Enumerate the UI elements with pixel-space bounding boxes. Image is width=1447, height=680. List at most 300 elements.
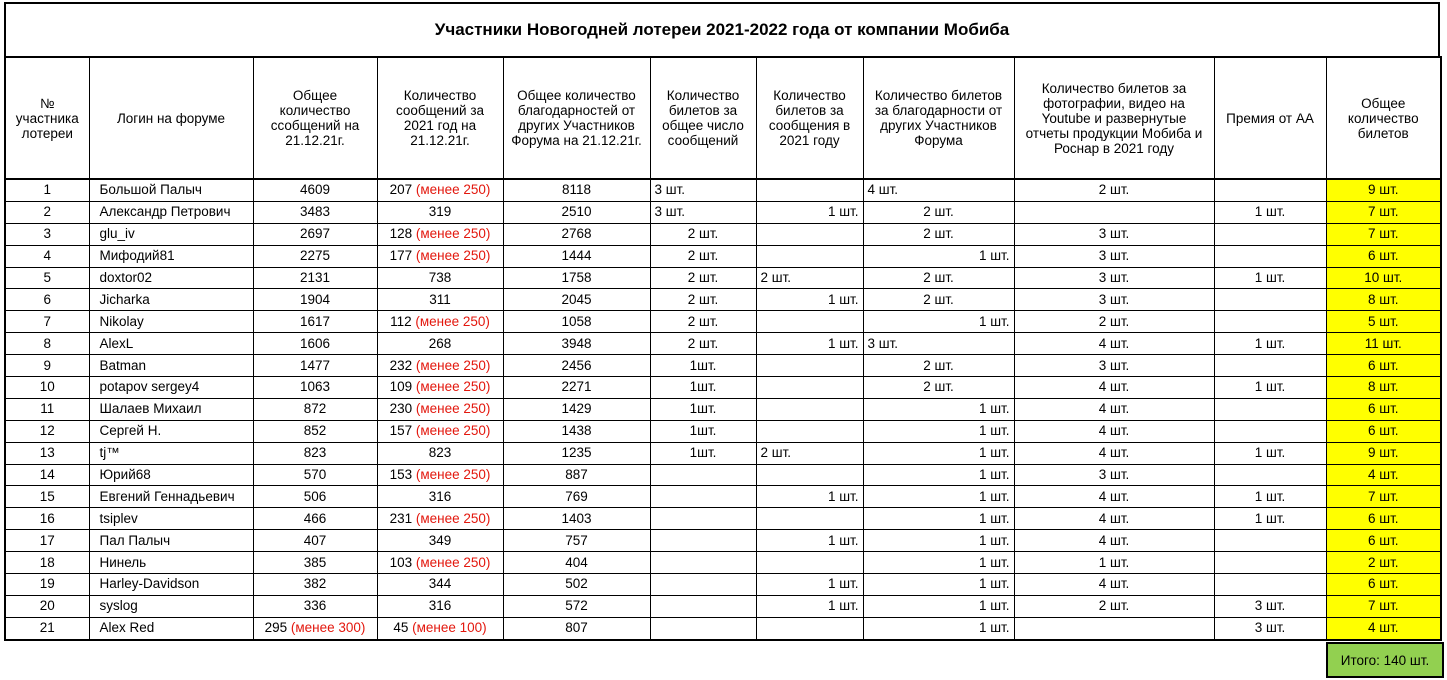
cell-total-tickets: 6 шт.	[1326, 530, 1441, 552]
cell-tickets-messages	[650, 508, 756, 530]
cell-tickets-thanks: 1 шт.	[863, 552, 1014, 574]
cell-tickets-media: 2 шт.	[1014, 311, 1214, 333]
cell-login: Евгений Геннадьевич	[89, 486, 253, 508]
cell-tickets-2021	[756, 377, 863, 399]
cell-thanks: 3948	[503, 333, 650, 355]
header-aa-bonus: Премия от АА	[1214, 57, 1326, 179]
cell-num: 1	[5, 179, 89, 201]
cell-login: Александр Петрович	[89, 201, 253, 223]
cell-num: 2	[5, 201, 89, 223]
cell-num: 9	[5, 355, 89, 377]
cell-thanks: 2456	[503, 355, 650, 377]
cell-aa-bonus	[1214, 464, 1326, 486]
cell-tickets-media: 4 шт.	[1014, 508, 1214, 530]
cell-login: syslog	[89, 595, 253, 617]
cell-total-messages	[253, 267, 377, 289]
value: 268	[428, 335, 452, 351]
cell-tickets-messages: 1шт.	[650, 420, 756, 442]
value: 738	[428, 270, 452, 285]
value: 157	[389, 423, 413, 439]
cell-thanks: 572	[503, 595, 650, 617]
cell-messages-2021	[377, 333, 503, 355]
cell-tickets-2021: 2 шт.	[756, 267, 863, 289]
cell-tickets-thanks: 1 шт.	[863, 311, 1014, 333]
value: 506	[303, 488, 327, 504]
cell-messages-2021	[377, 464, 503, 486]
value: 295	[264, 620, 288, 636]
cell-tickets-messages	[650, 530, 756, 552]
value: 2275	[299, 248, 331, 264]
cell-total-messages	[253, 355, 377, 377]
cell-tickets-media: 3 шт.	[1014, 289, 1214, 311]
cell-tickets-2021: 1 шт.	[756, 201, 863, 223]
cell-num: 11	[5, 398, 89, 420]
cell-total-messages	[253, 552, 377, 574]
cell-tickets-2021: 1 шт.	[756, 530, 863, 552]
cell-num: 3	[5, 223, 89, 245]
cell-total-messages	[253, 223, 377, 245]
value: 2131	[299, 270, 331, 285]
cell-tickets-messages: 2 шт.	[650, 333, 756, 355]
cell-messages-2021	[377, 420, 503, 442]
value: 1904	[299, 291, 331, 307]
cell-total-tickets: 10 шт.	[1326, 267, 1441, 289]
cell-total-tickets: 2 шт.	[1326, 552, 1441, 574]
value: 336	[303, 598, 327, 614]
cell-tickets-media	[1014, 617, 1214, 639]
value: 1606	[299, 335, 331, 351]
cell-tickets-messages: 2 шт.	[650, 245, 756, 267]
cell-tickets-2021	[756, 508, 863, 530]
header-tickets-2021: Количество билетов за сообщения в 2021 году	[756, 57, 863, 179]
table-row	[5, 289, 1441, 311]
table-row	[5, 552, 1441, 574]
cell-login: Сергей Н.	[89, 420, 253, 442]
table-row	[5, 442, 1441, 464]
cell-num: 13	[5, 442, 89, 464]
cell-messages-2021	[377, 530, 503, 552]
cell-tickets-media: 4 шт.	[1014, 442, 1214, 464]
cell-tickets-media: 1 шт.	[1014, 552, 1214, 574]
note-red: (менее 250)	[415, 226, 491, 242]
cell-aa-bonus	[1214, 552, 1326, 574]
note-red: (менее 250)	[415, 510, 491, 526]
value: 231	[389, 510, 413, 526]
cell-tickets-messages: 3 шт.	[650, 201, 756, 223]
value: 109	[389, 379, 413, 395]
total-summary: Итого: 140 шт.	[1326, 642, 1444, 678]
cell-thanks: 404	[503, 552, 650, 574]
value: 319	[428, 204, 452, 220]
cell-tickets-messages: 1шт.	[650, 442, 756, 464]
cell-num: 20	[5, 595, 89, 617]
cell-tickets-media: 2 шт.	[1014, 179, 1214, 201]
value: 316	[428, 598, 452, 614]
cell-aa-bonus	[1214, 420, 1326, 442]
cell-aa-bonus	[1214, 179, 1326, 201]
note-red: (менее 250)	[415, 313, 490, 329]
cell-tickets-2021: 1 шт.	[756, 289, 863, 311]
table-row	[5, 355, 1441, 377]
cell-login: Batman	[89, 355, 253, 377]
value: 2697	[299, 226, 331, 242]
cell-num: 12	[5, 420, 89, 442]
value: 823	[303, 445, 327, 461]
cell-tickets-2021	[756, 355, 863, 377]
cell-total-messages	[253, 617, 377, 639]
note-red: (менее 250)	[415, 401, 491, 417]
value: 1617	[299, 313, 331, 329]
cell-total-messages	[253, 245, 377, 267]
cell-tickets-media: 4 шт.	[1014, 574, 1214, 596]
cell-tickets-thanks: 1 шт.	[863, 595, 1014, 617]
cell-thanks: 757	[503, 530, 650, 552]
cell-total-tickets: 9 шт.	[1326, 179, 1441, 201]
cell-tickets-2021	[756, 311, 863, 333]
value: 153	[389, 467, 413, 483]
table-row	[5, 508, 1441, 530]
cell-aa-bonus: 3 шт.	[1214, 617, 1326, 639]
cell-aa-bonus: 1 шт.	[1214, 333, 1326, 355]
note-red: (менее 300)	[290, 620, 366, 636]
value: 852	[303, 423, 327, 439]
cell-login: glu_iv	[89, 223, 253, 245]
cell-tickets-messages: 2 шт.	[650, 267, 756, 289]
cell-tickets-thanks: 1 шт.	[863, 617, 1014, 639]
value: 112	[390, 313, 412, 329]
cell-messages-2021	[377, 508, 503, 530]
cell-tickets-thanks: 2 шт.	[863, 201, 1014, 223]
cell-thanks: 1235	[503, 442, 650, 464]
note-red: (менее 250)	[415, 248, 491, 264]
value: 1063	[299, 379, 331, 395]
cell-messages-2021	[377, 245, 503, 267]
cell-aa-bonus: 1 шт.	[1214, 267, 1326, 289]
cell-tickets-messages: 3 шт.	[650, 179, 756, 201]
cell-num: 5	[5, 267, 89, 289]
cell-tickets-media: 4 шт.	[1014, 420, 1214, 442]
cell-tickets-thanks: 2 шт.	[863, 289, 1014, 311]
cell-tickets-thanks: 2 шт.	[863, 377, 1014, 399]
cell-tickets-thanks: 1 шт.	[863, 398, 1014, 420]
cell-tickets-messages: 1шт.	[650, 398, 756, 420]
header-tickets-media: Количество билетов за фотографии, видео на Youtube и развернутые отчеты продукции Мобиба и Роснар в 2021 году	[1014, 57, 1214, 179]
cell-total-messages	[253, 201, 377, 223]
cell-aa-bonus	[1214, 245, 1326, 267]
table-row	[5, 464, 1441, 486]
table-row	[5, 595, 1441, 617]
cell-thanks: 2271	[503, 377, 650, 399]
cell-total-tickets: 7 шт.	[1326, 486, 1441, 508]
cell-thanks: 887	[503, 464, 650, 486]
cell-aa-bonus: 1 шт.	[1214, 377, 1326, 399]
cell-messages-2021	[377, 289, 503, 311]
table-row	[5, 574, 1441, 596]
table-row	[5, 617, 1441, 639]
cell-tickets-media: 4 шт.	[1014, 398, 1214, 420]
cell-total-tickets: 4 шт.	[1326, 617, 1441, 639]
cell-thanks: 8118	[503, 179, 650, 201]
value: 344	[428, 576, 452, 592]
cell-num: 15	[5, 486, 89, 508]
cell-total-messages	[253, 595, 377, 617]
cell-thanks: 1444	[503, 245, 650, 267]
cell-login: AlexL	[89, 333, 253, 355]
header-messages-2021: Количество сообщений за 2021 год на 21.12.21г.	[377, 57, 503, 179]
cell-tickets-thanks: 3 шт.	[863, 333, 1014, 355]
cell-tickets-media: 3 шт.	[1014, 267, 1214, 289]
cell-aa-bonus	[1214, 355, 1326, 377]
cell-messages-2021	[377, 617, 503, 639]
note-red: (менее 250)	[415, 423, 491, 439]
value: 823	[428, 445, 452, 461]
cell-tickets-2021: 2 шт.	[756, 442, 863, 464]
cell-tickets-2021: 1 шт.	[756, 486, 863, 508]
cell-total-messages	[253, 420, 377, 442]
value: 103	[389, 554, 413, 570]
table-row	[5, 223, 1441, 245]
cell-aa-bonus: 1 шт.	[1214, 508, 1326, 530]
cell-tickets-messages	[650, 617, 756, 639]
cell-aa-bonus	[1214, 530, 1326, 552]
cell-tickets-thanks: 1 шт.	[863, 420, 1014, 442]
cell-tickets-2021: 1 шт.	[756, 333, 863, 355]
header-tickets-thanks: Количество билетов за благодарности от других Участников Форума	[863, 57, 1014, 179]
cell-tickets-messages	[650, 595, 756, 617]
cell-num: 18	[5, 552, 89, 574]
value: 385	[303, 554, 327, 570]
table-row	[5, 377, 1441, 399]
cell-thanks: 1438	[503, 420, 650, 442]
cell-num: 8	[5, 333, 89, 355]
cell-messages-2021	[377, 595, 503, 617]
participants-table	[4, 56, 1442, 641]
cell-tickets-messages	[650, 574, 756, 596]
cell-total-tickets: 6 шт.	[1326, 574, 1441, 596]
header-thanks: Общее количество благодарностей от других Участников Форума на 21.12.21г.	[503, 57, 650, 179]
value: 177	[389, 248, 413, 264]
cell-login: tj™	[89, 442, 253, 464]
cell-tickets-2021	[756, 245, 863, 267]
cell-tickets-2021: 1 шт.	[756, 595, 863, 617]
value: 1477	[299, 357, 331, 373]
cell-tickets-thanks: 1 шт.	[863, 442, 1014, 464]
cell-total-messages	[253, 508, 377, 530]
cell-num: 17	[5, 530, 89, 552]
cell-total-messages	[253, 442, 377, 464]
cell-login: Harley-Davidson	[89, 574, 253, 596]
cell-aa-bonus	[1214, 223, 1326, 245]
cell-login: Пал Палыч	[89, 530, 253, 552]
note-red: (менее 250)	[415, 182, 491, 198]
cell-tickets-2021	[756, 398, 863, 420]
cell-thanks: 502	[503, 574, 650, 596]
value: 407	[303, 532, 327, 548]
value: 382	[303, 576, 327, 592]
table-row	[5, 245, 1441, 267]
value: 570	[303, 467, 327, 483]
cell-messages-2021	[377, 179, 503, 201]
cell-login: Alex Red	[89, 617, 253, 639]
cell-login: Мифодий81	[89, 245, 253, 267]
cell-messages-2021	[377, 311, 503, 333]
cell-tickets-messages: 2 шт.	[650, 223, 756, 245]
cell-tickets-thanks: 1 шт.	[863, 530, 1014, 552]
cell-thanks: 769	[503, 486, 650, 508]
cell-messages-2021	[377, 442, 503, 464]
cell-login: doxtor02	[89, 267, 253, 289]
cell-messages-2021	[377, 223, 503, 245]
table-row	[5, 486, 1441, 508]
cell-aa-bonus	[1214, 574, 1326, 596]
cell-thanks: 807	[503, 617, 650, 639]
note-red: (менее 250)	[415, 554, 491, 570]
cell-num: 6	[5, 289, 89, 311]
cell-aa-bonus: 3 шт.	[1214, 595, 1326, 617]
cell-tickets-2021	[756, 552, 863, 574]
cell-tickets-media: 4 шт.	[1014, 377, 1214, 399]
table-row	[5, 333, 1441, 355]
cell-login: Нинель	[89, 552, 253, 574]
header-total-messages: Общее количество ссобщений на 21.12.21г.	[253, 57, 377, 179]
cell-tickets-thanks: 1 шт.	[863, 245, 1014, 267]
cell-thanks: 2510	[503, 201, 650, 223]
cell-tickets-media	[1014, 201, 1214, 223]
cell-tickets-messages: 2 шт.	[650, 311, 756, 333]
cell-tickets-messages: 1шт.	[650, 377, 756, 399]
header-login: Логин на форуме	[89, 57, 253, 179]
cell-tickets-thanks: 1 шт.	[863, 508, 1014, 530]
table-row	[5, 201, 1441, 223]
sheet-title: Участники Новогодней лотереи 2021-2022 года от компании Мобиба	[4, 2, 1440, 56]
value: 466	[303, 510, 327, 526]
cell-total-tickets: 11 шт.	[1326, 333, 1441, 355]
cell-login: Большой Палыч	[89, 179, 253, 201]
cell-tickets-messages: 1шт.	[650, 355, 756, 377]
cell-total-tickets: 7 шт.	[1326, 595, 1441, 617]
value: 230	[389, 401, 413, 417]
cell-num: 4	[5, 245, 89, 267]
cell-aa-bonus	[1214, 289, 1326, 311]
cell-total-messages	[253, 311, 377, 333]
cell-total-messages	[253, 464, 377, 486]
cell-num: 16	[5, 508, 89, 530]
cell-messages-2021	[377, 398, 503, 420]
cell-tickets-messages: 2 шт.	[650, 289, 756, 311]
cell-login: Nikolay	[89, 311, 253, 333]
cell-thanks: 2045	[503, 289, 650, 311]
cell-messages-2021	[377, 267, 503, 289]
table-row	[5, 267, 1441, 289]
cell-total-messages	[253, 377, 377, 399]
cell-tickets-2021	[756, 223, 863, 245]
cell-tickets-media: 4 шт.	[1014, 530, 1214, 552]
cell-tickets-media: 3 шт.	[1014, 245, 1214, 267]
cell-aa-bonus: 1 шт.	[1214, 486, 1326, 508]
cell-tickets-media: 3 шт.	[1014, 464, 1214, 486]
cell-num: 21	[5, 617, 89, 639]
cell-total-messages	[253, 333, 377, 355]
cell-tickets-messages	[650, 464, 756, 486]
cell-tickets-thanks: 1 шт.	[863, 574, 1014, 596]
header-num: № участника лотереи	[5, 57, 89, 179]
cell-tickets-messages	[650, 552, 756, 574]
cell-thanks: 2768	[503, 223, 650, 245]
cell-tickets-thanks: 2 шт.	[863, 223, 1014, 245]
cell-login: Jicharka	[89, 289, 253, 311]
cell-messages-2021	[377, 377, 503, 399]
cell-tickets-thanks: 1 шт.	[863, 486, 1014, 508]
cell-tickets-2021: 1 шт.	[756, 574, 863, 596]
cell-tickets-thanks: 2 шт.	[863, 355, 1014, 377]
cell-num: 7	[5, 311, 89, 333]
cell-thanks: 1758	[503, 267, 650, 289]
cell-tickets-thanks: 1 шт.	[863, 464, 1014, 486]
value: 207	[389, 182, 413, 198]
cell-aa-bonus	[1214, 311, 1326, 333]
cell-total-tickets: 8 шт.	[1326, 289, 1441, 311]
cell-total-messages	[253, 179, 377, 201]
cell-thanks: 1058	[503, 311, 650, 333]
value: 232	[389, 357, 413, 373]
cell-total-messages	[253, 530, 377, 552]
cell-thanks: 1403	[503, 508, 650, 530]
cell-tickets-2021	[756, 617, 863, 639]
cell-messages-2021	[377, 355, 503, 377]
note-red: (менее 250)	[415, 379, 491, 395]
value: 4609	[299, 182, 331, 198]
cell-tickets-media: 3 шт.	[1014, 223, 1214, 245]
cell-total-tickets: 6 шт.	[1326, 420, 1441, 442]
cell-total-tickets: 6 шт.	[1326, 398, 1441, 420]
note-red: (менее 100)	[412, 620, 487, 636]
cell-tickets-2021	[756, 179, 863, 201]
cell-tickets-media: 4 шт.	[1014, 333, 1214, 355]
cell-total-tickets: 9 шт.	[1326, 442, 1441, 464]
cell-num: 19	[5, 574, 89, 596]
cell-aa-bonus: 1 шт.	[1214, 442, 1326, 464]
header-total-tickets: Общее количество билетов	[1326, 57, 1441, 179]
cell-messages-2021	[377, 486, 503, 508]
cell-total-tickets: 7 шт.	[1326, 201, 1441, 223]
table-row	[5, 179, 1441, 201]
cell-total-tickets: 6 шт.	[1326, 508, 1441, 530]
cell-tickets-2021	[756, 420, 863, 442]
cell-login: tsiplev	[89, 508, 253, 530]
cell-tickets-thanks: 2 шт.	[863, 267, 1014, 289]
value: 349	[428, 532, 452, 548]
value: 45	[393, 620, 409, 636]
value: 311	[429, 291, 451, 307]
note-red: (менее 250)	[415, 467, 491, 483]
table-row	[5, 420, 1441, 442]
cell-login: Шалаев Михаил	[89, 398, 253, 420]
cell-total-tickets: 6 шт.	[1326, 245, 1441, 267]
cell-aa-bonus	[1214, 398, 1326, 420]
header-row	[5, 57, 1441, 179]
cell-tickets-2021	[756, 464, 863, 486]
cell-total-messages	[253, 574, 377, 596]
cell-login: Юрий68	[89, 464, 253, 486]
header-tickets-messages: Количество билетов за общее число сообщений	[650, 57, 756, 179]
value: 128	[389, 226, 413, 242]
value: 872	[303, 401, 327, 417]
cell-aa-bonus: 1 шт.	[1214, 201, 1326, 223]
cell-tickets-media: 2 шт.	[1014, 595, 1214, 617]
cell-total-tickets: 6 шт.	[1326, 355, 1441, 377]
cell-tickets-media: 3 шт.	[1014, 355, 1214, 377]
cell-total-tickets: 7 шт.	[1326, 223, 1441, 245]
